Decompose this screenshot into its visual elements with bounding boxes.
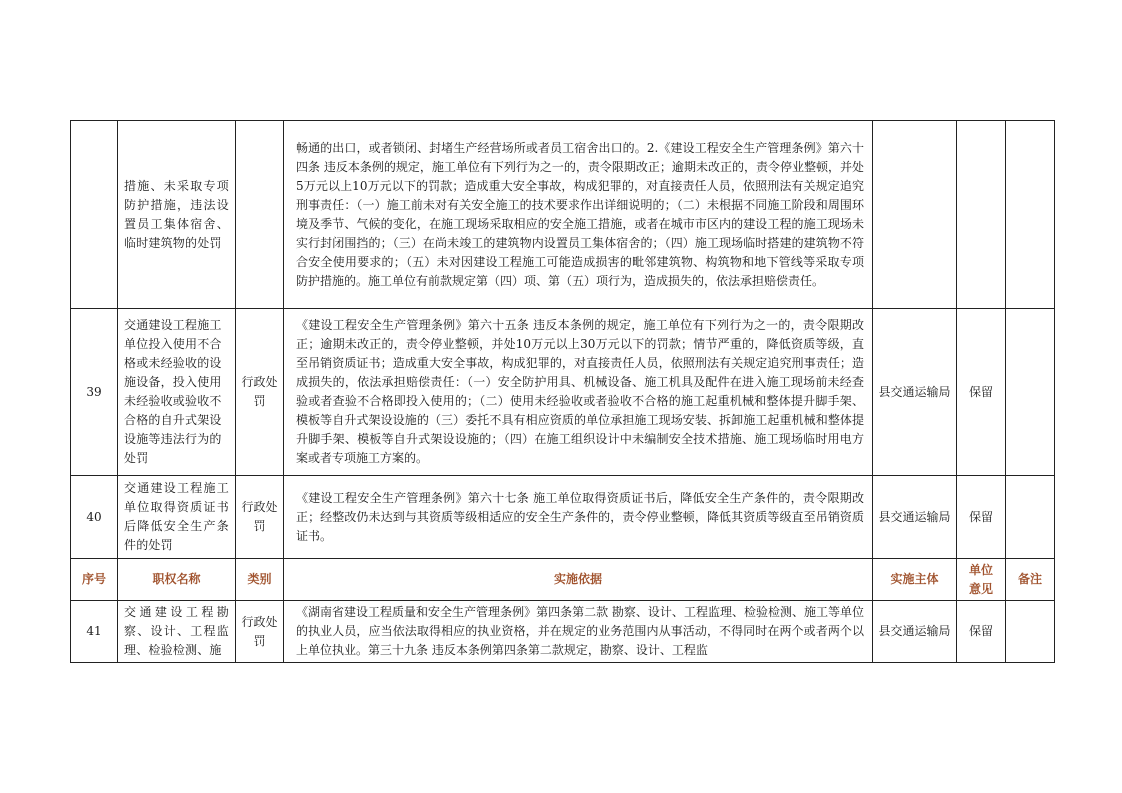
note-cell xyxy=(1006,121,1055,309)
subject-cell: 县交通运输局 xyxy=(873,476,957,559)
table-row xyxy=(71,601,1055,663)
header-opinion: 单位意见 xyxy=(957,559,1006,601)
authority-table xyxy=(70,120,1055,663)
subject-cell xyxy=(873,121,957,309)
header-note: 备注 xyxy=(1006,559,1055,601)
table-row xyxy=(71,121,1055,309)
subject-cell: 县交通运输局 xyxy=(873,601,957,663)
note-cell xyxy=(1006,309,1055,476)
header-name: 职权名称 xyxy=(118,559,236,601)
authority-name-cell: 交通建设工程施工单位投入使用不合格或未经验收的设施设备，投入使用未经验收或验收不合格的自升式架设设施等违法行为的处罚 xyxy=(118,309,236,476)
table-row xyxy=(71,309,1055,476)
opinion-cell xyxy=(957,121,1006,309)
basis-cell: 《湖南省建设工程质量和安全生产管理条例》第四条第二款 勘察、设计、工程监理、检验检测、施工等单位的执业人员，应当依法取得相应的执业资格，并在规定的业务范围内从事活动，不得同时在两个或者两个以上单位执业。第三十九条 违反本条例第四条第二款规定，勘察、设计、工程监 xyxy=(284,601,873,663)
header-seq: 序号 xyxy=(71,559,118,601)
authority-name-cell: 交通建设工程施工单位取得资质证书后降低安全生产条件的处罚 xyxy=(118,476,236,559)
subject-cell: 县交通运输局 xyxy=(873,309,957,476)
opinion-cell: 保留 xyxy=(957,309,1006,476)
basis-cell: 《建设工程安全生产管理条例》第六十七条 施工单位取得资质证书后，降低安全生产条件的，责令限期改正；经整改仍未达到与其资质等级相适应的安全生产条件的，责令停业整顿，降低其资质等级直至吊销资质证书。 xyxy=(284,476,873,559)
opinion-cell: 保留 xyxy=(957,476,1006,559)
basis-cell: 畅通的出口，或者锁闭、封堵生产经营场所或者员工宿舍出口的。2.《建设工程安全生产管理条例》第六十四条 违反本条例的规定，施工单位有下列行为之一的，责令限期改正；逾期未改正的，责令停业整顿，并处5万元以上10万元以下的罚款；造成重大安全事故，构成犯罪的，对直接责任人员，依照刑法有关规定追究刑事责任：（一）施工前未对有关安全施工的技术要求作出详细说明的；（二）未根据不同施工阶段和周围环境及季节、气候的变化，在施工现场采取相应的安全施工措施，或者在城市市区内的建设工程的施工现场未实行封闭围挡的；（三）在尚未竣工的建筑物内设置员工集体宿舍的；（四）施工现场临时搭建的建筑物不符合安全使用要求的；（五）未对因建设工程施工可能造成损害的毗邻建筑物、构筑物和地下管线等采取专项防护措施的。施工单位有前款规定第（四）项、第（五）项行为，造成损失的，依法承担赔偿责任。 xyxy=(284,121,873,309)
header-type: 类别 xyxy=(236,559,284,601)
authority-name-cell: 交通建设工程勘察、设计、工程监理、检验检测、施 xyxy=(118,601,236,663)
type-cell: 行政处罚 xyxy=(236,476,284,559)
authority-name-cell: 措施、未采取专项防护措施，违法设置员工集体宿舍、临时建筑物的处罚 xyxy=(118,121,236,309)
note-cell xyxy=(1006,601,1055,663)
seq-cell: 39 xyxy=(71,309,118,476)
seq-cell: 41 xyxy=(71,601,118,663)
seq-cell: 40 xyxy=(71,476,118,559)
basis-cell: 《建设工程安全生产管理条例》第六十五条 违反本条例的规定，施工单位有下列行为之一的，责令限期改正；逾期未改正的，责令停业整顿，并处10万元以上30万元以下的罚款；情节严重的，降低资质等级，直至吊销资质证书；造成重大安全事故，构成犯罪的，对直接责任人员，依照刑法有关规定追究刑事责任；造成损失的，依法承担赔偿责任：（一）安全防护用具、机械设备、施工机具及配件在进入施工现场前未经查验或者查验不合格即投入使用的；（二）使用未经验收或者验收不合格的施工起重机械和整体提升脚手架、模板等自升式架设设施的（三）委托不具有相应资质的单位承担施工现场安装、拆卸施工起重机械和整体提升脚手架、模板等自升式架设设施的；（四）在施工组织设计中未编制安全技术措施、施工现场临时用电方案或者专项施工方案的。 xyxy=(284,309,873,476)
type-cell: 行政处罚 xyxy=(236,309,284,476)
header-basis: 实施依据 xyxy=(284,559,873,601)
note-cell xyxy=(1006,476,1055,559)
seq-cell xyxy=(71,121,118,309)
table-row xyxy=(71,476,1055,559)
opinion-cell: 保留 xyxy=(957,601,1006,663)
type-cell: 行政处罚 xyxy=(236,601,284,663)
header-subject: 实施主体 xyxy=(873,559,957,601)
type-cell xyxy=(236,121,284,309)
table-header-row xyxy=(71,559,1055,601)
